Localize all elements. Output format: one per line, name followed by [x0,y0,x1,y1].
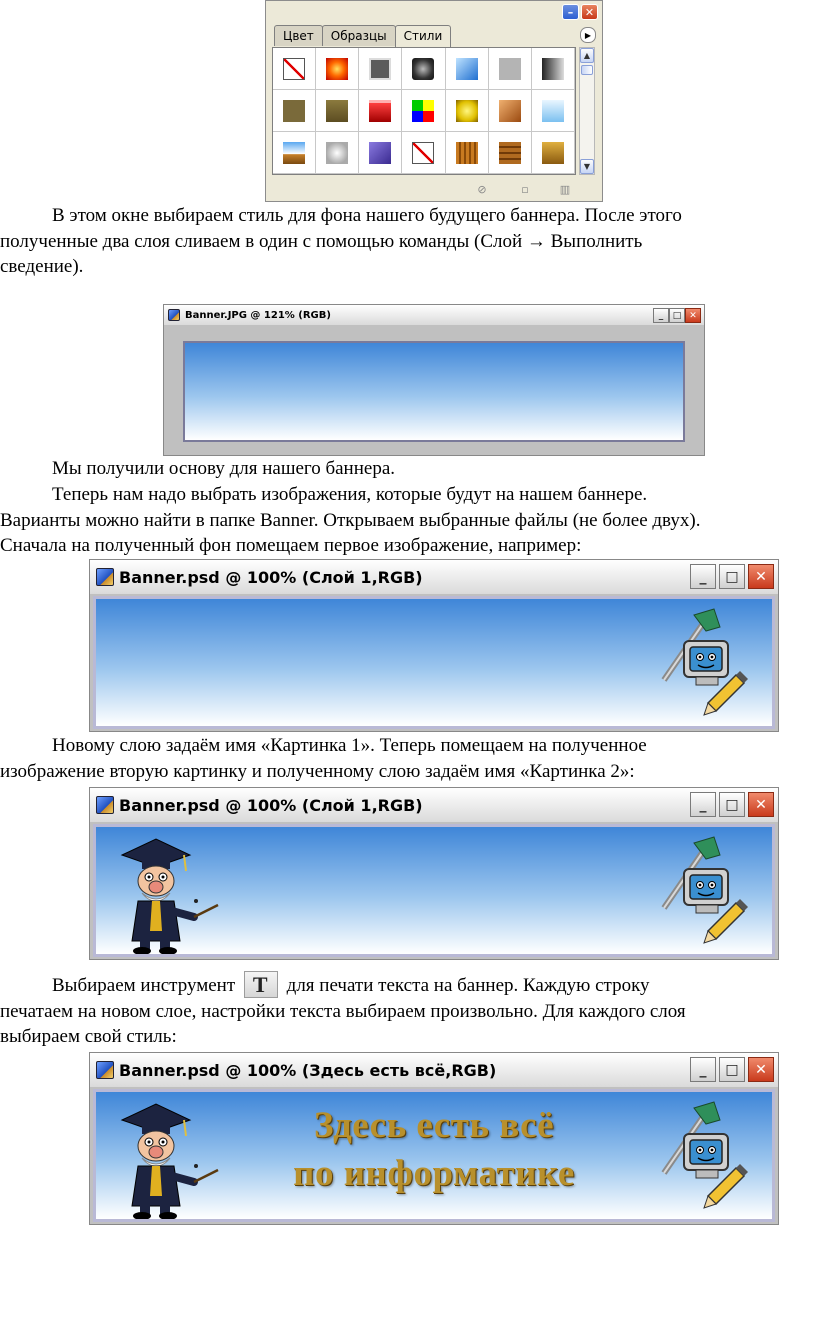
minimize-button[interactable]: _ [653,308,669,323]
style-swatch[interactable] [489,90,532,132]
close-button[interactable]: ✕ [685,308,701,323]
document-window-3 [89,787,779,960]
close-button[interactable]: ✕ [748,564,774,589]
banner-canvas[interactable] [183,341,685,442]
tab-color[interactable]: Цвет [274,25,323,46]
banner-canvas[interactable] [93,824,775,957]
text-line: печатаем на новом слое, настройки текста выбираем произвольно. Для каждого слоя [0,1000,686,1022]
minimize-button[interactable]: _ [690,564,716,589]
style-swatch[interactable] [532,90,575,132]
style-swatch[interactable] [359,48,402,90]
window-buttons [653,308,701,323]
style-swatch[interactable] [402,48,445,90]
palette-tabs [274,25,450,45]
text-line: Варианты можно найти в папке Banner. Открываем выбранные файлы (не более двух). [0,509,701,531]
window-titlebar [90,560,778,594]
computer-clipart-icon [644,833,764,953]
paragraph-4 [0,733,816,784]
minimize-button[interactable]: _ [690,792,716,817]
banner-text-line-1: Здесь есть всё [313,1105,554,1146]
document-window-2 [89,559,779,732]
minimize-button[interactable]: _ [690,1057,716,1082]
paragraph-1 [0,203,816,280]
photoshop-doc-icon [96,568,114,586]
text-line: полученные два слоя сливаем в один с помощью команды (Слой → Выполнить [0,230,643,252]
trash-icon[interactable]: ▥ [559,182,571,196]
banner-canvas[interactable] [93,596,775,729]
style-swatch[interactable] [489,48,532,90]
style-swatch[interactable] [446,90,489,132]
window-buttons [690,564,774,589]
play-triangle-icon[interactable]: ▶ [580,27,596,43]
type-tool-glyph: T [252,972,268,997]
paragraph-5 [0,971,816,1050]
style-swatch[interactable] [402,90,445,132]
styles-palette [265,0,603,202]
palette-close-button[interactable]: ✕ [581,4,598,20]
window-title: Banner.psd @ 100% (Здесь есть всё,RGB) [119,1060,497,1080]
tab-swatches[interactable]: Образцы [322,25,396,46]
maximize-button[interactable]: □ [669,308,685,323]
text-line: сведение). [0,256,84,277]
text-line [0,971,816,999]
text-fragment: для печати текста на баннер. Каждую строку [286,975,650,996]
style-swatch[interactable] [446,132,489,174]
style-swatch[interactable] [446,48,489,90]
style-swatch[interactable] [316,90,359,132]
text-line: Теперь нам надо выбрать изображения, которые будут на нашем баннере. [52,484,648,505]
window-title: Banner.JPG @ 121% (RGB) [185,309,331,321]
palette-footer [266,177,602,201]
close-button[interactable]: ✕ [748,792,774,817]
window-buttons [690,792,774,817]
style-swatch[interactable] [273,90,316,132]
banner-canvas[interactable] [93,1089,775,1222]
maximize-button[interactable]: □ [719,564,745,589]
text-line: изображение вторую картинку и полученному слою задаём имя «Картинка 2»: [0,760,635,782]
scroll-up-icon[interactable]: ▲ [580,48,594,63]
window-title: Banner.psd @ 100% (Слой 1,RGB) [119,567,423,587]
maximize-button[interactable]: □ [719,792,745,817]
window-buttons [690,1057,774,1082]
palette-minimize-button[interactable]: – [562,4,579,20]
style-swatch[interactable] [316,132,359,174]
styles-grid [272,47,576,175]
style-swatch[interactable] [532,132,575,174]
style-swatch[interactable] [359,132,402,174]
professor-clipart-icon [114,831,224,956]
style-swatch[interactable] [359,90,402,132]
banner-text-line-2: по информатике [293,1153,575,1194]
style-swatch[interactable] [273,132,316,174]
close-button[interactable]: ✕ [748,1057,774,1082]
type-tool-icon[interactable] [244,971,278,998]
style-swatch[interactable] [402,132,445,174]
style-swatch[interactable] [316,48,359,90]
style-swatch[interactable] [273,48,316,90]
text-line: выбираем свой стиль: [0,1026,177,1047]
window-titlebar [90,1053,778,1087]
text-line: В этом окне выбираем стиль для фона нашего будущего баннера. После этого [52,205,682,226]
paragraph-2 [0,456,816,482]
tab-styles[interactable]: Стили [395,25,452,48]
document-window-1 [163,304,705,456]
window-titlebar [164,305,704,325]
text-fragment: Выбираем инструмент [52,975,236,996]
style-swatch[interactable] [489,132,532,174]
palette-scrollbar[interactable] [579,47,595,175]
photoshop-doc-icon [168,309,180,321]
text-line: Мы получили основу для нашего баннера. [52,458,396,479]
paragraph-3 [0,482,816,559]
new-style-icon[interactable]: ▫ [521,182,529,196]
maximize-button[interactable]: □ [719,1057,745,1082]
document-window-4 [89,1052,779,1225]
window-title: Banner.psd @ 100% (Слой 1,RGB) [119,795,423,815]
window-titlebar [90,788,778,822]
scroll-down-icon[interactable]: ▼ [580,159,594,174]
photoshop-doc-icon [96,1061,114,1079]
photoshop-doc-icon [96,796,114,814]
text-line: Новому слою задаём имя «Картинка 1». Теперь помещаем на полученное [52,735,647,756]
style-swatch[interactable] [532,48,575,90]
no-entry-icon[interactable]: ⊘ [477,182,487,196]
computer-clipart-icon [644,605,764,725]
scroll-thumb[interactable] [581,65,593,75]
text-line: Сначала на полученный фон помещаем первое изображение, например: [0,535,582,556]
